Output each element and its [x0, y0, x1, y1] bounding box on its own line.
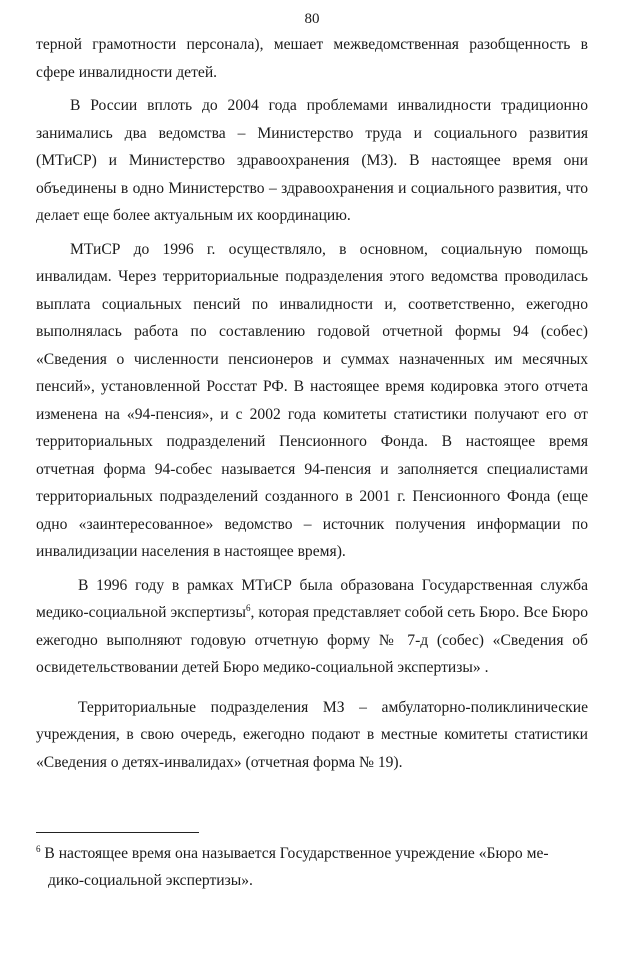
footnote-text-1: В настоящее время она называется Государственное учреждение «Бюро ме-	[44, 845, 549, 862]
paragraph-expertise-service	[36, 572, 588, 682]
paragraph-expertise-text-start: В 1996 году в рамках МТиСР была образована Государственная служба медико-социальной экспертизы	[36, 576, 588, 621]
paragraph-mtisr-pensions: МТиСР до 1996 г. осуществляло, в основном, социальную помощь инвалидам. Через территориальные подразделения этого ведомства проводилась выплата социальных пенсий по инвалидности и, соответственно, ежегодно выполнялась работа по составлению годовой отчетной формы 94 (собес) «Сведения о численности пенсионеров и суммах назначенных им месячных пенсий», установленной Росстат РФ. В настоящее время кодировка этого отчета изменена на «94-пенсия», и с 2002 года комитеты статистики получают его от территориальных подразделений Пенсионного Фонда. В настоящее время отчетная форма 94-собес называется 94-пенсия и заполняется специалистами территориальных подразделений созданного в 2001 г. Пенсионного Фонда (еще одно «заинтересованное» ведомство – источник получения информации по инвалидизации населения в настоящее время).	[36, 240, 588, 560]
paragraph-continuation: терной грамотности персонала), мешает межведомственная разобщенность в сфере инвалидности детей.	[36, 36, 588, 81]
footnote-separator	[36, 832, 199, 833]
page-number: 80	[304, 11, 320, 27]
body-text	[36, 31, 588, 782]
paragraph-expertise-text-end: , которая представляет собой сеть Бюро. Все Бюро ежегодно выполняют годовую отчетную форму № 7-д (собес) «Сведения об освидетельствовании детей Бюро медико-социальной экспертизы» .	[36, 604, 589, 676]
footnote-reference: 6	[245, 602, 251, 613]
footnote-line-2: дико-социальной экспертизы».	[48, 872, 253, 889]
paragraph-health-ministry: Территориальные подразделения МЗ – амбулаторно-поликлинические учреждения, в свою очередь, ежегодно подают в местные комитеты статистики «Сведения о детях-инвалидах» (отчетная форма № 19).	[36, 698, 588, 771]
footnote-line-1	[36, 840, 588, 867]
footnote	[36, 840, 588, 894]
paragraph-ministries: В России вплоть до 2004 года проблемами инвалидности традиционно занимались два ведомства – Министерство труда и социального развития (МТиСР) и Министерство здравоохранения (МЗ). В настоящее время они объединены в одно Министерство – здравоохранения и социального развития, что делает еще более актуальным их координацию.	[36, 97, 588, 224]
footnote-marker: 6	[36, 843, 41, 854]
